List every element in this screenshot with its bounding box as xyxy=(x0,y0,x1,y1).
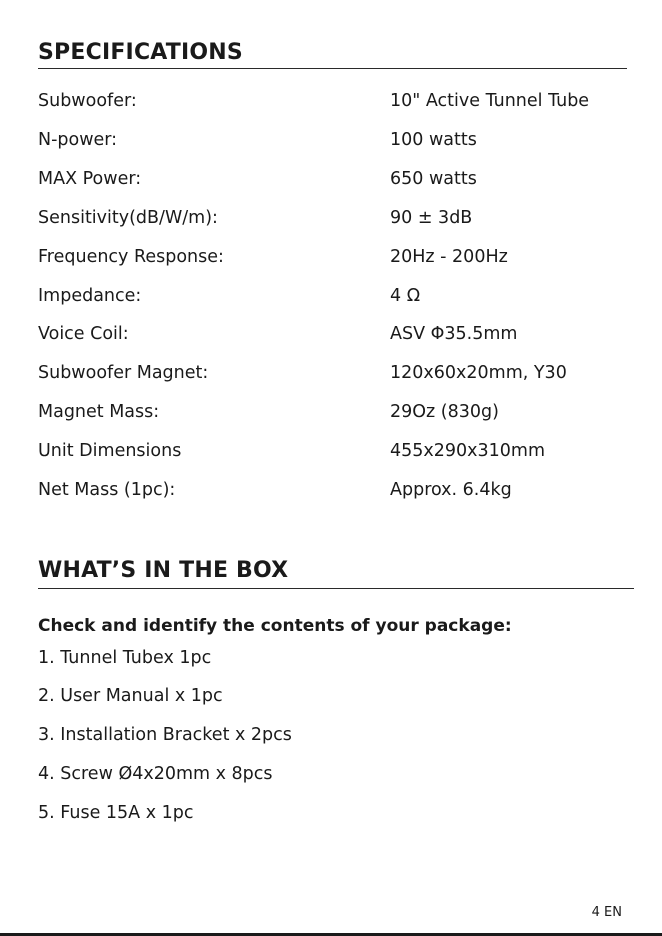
spec-row-max-power xyxy=(38,167,638,191)
spec-row-sensitivity xyxy=(38,206,638,230)
list-item: 4. Screw Ø4x20mm x 8pcs xyxy=(38,764,273,784)
list-item: 2. User Manual x 1pc xyxy=(38,686,223,706)
specifications-heading: SPECIFICATIONS xyxy=(38,40,243,65)
spec-value: 100 watts xyxy=(390,130,477,150)
whats-in-the-box-divider xyxy=(38,588,634,589)
spec-row-voice-coil xyxy=(38,322,638,346)
spec-value: 650 watts xyxy=(390,169,477,189)
spec-row-subwoofer-magnet xyxy=(38,361,638,385)
spec-row-subwoofer xyxy=(38,89,638,113)
spec-value: 10" Active Tunnel Tube xyxy=(390,91,590,111)
spec-value: 20Hz - 200Hz xyxy=(390,247,508,267)
spec-row-n-power xyxy=(38,128,638,152)
list-item: 1. Tunnel Tubex 1pc xyxy=(38,648,212,668)
page-number: 4 EN xyxy=(591,905,622,920)
spec-label: Unit Dimensions xyxy=(38,441,182,461)
spec-row-magnet-mass xyxy=(38,400,638,424)
spec-label: Sensitivity(dB/W/m): xyxy=(38,208,218,228)
spec-label: Impedance: xyxy=(38,286,142,306)
box-contents-intro: Check and identify the contents of your package: xyxy=(38,616,512,636)
list-item: 5. Fuse 15A x 1pc xyxy=(38,803,194,823)
spec-row-unit-dimensions xyxy=(38,439,638,463)
spec-label: Subwoofer: xyxy=(38,91,137,111)
spec-value: 29Oz (830g) xyxy=(390,402,499,422)
spec-label: MAX Power: xyxy=(38,169,142,189)
spec-label: Net Mass (1pc): xyxy=(38,480,176,500)
spec-label: Frequency Response: xyxy=(38,247,224,267)
spec-row-net-mass xyxy=(38,478,638,502)
spec-label: N-power: xyxy=(38,130,118,150)
list-item: 3. Installation Bracket x 2pcs xyxy=(38,725,292,745)
spec-label: Magnet Mass: xyxy=(38,402,160,422)
spec-value: 120x60x20mm, Y30 xyxy=(390,363,567,383)
whats-in-the-box-heading: WHAT’S IN THE BOX xyxy=(38,558,289,583)
spec-value: 455x290x310mm xyxy=(390,441,546,461)
spec-value: ASV Φ35.5mm xyxy=(390,324,518,344)
spec-row-impedance xyxy=(38,284,638,308)
spec-value: Approx. 6.4kg xyxy=(390,480,512,500)
spec-label: Voice Coil: xyxy=(38,324,129,344)
spec-row-frequency-response xyxy=(38,245,638,269)
spec-label: Subwoofer Magnet: xyxy=(38,363,209,383)
spec-value: 90 ± 3dB xyxy=(390,208,473,228)
spec-value: 4 Ω xyxy=(390,286,421,306)
specifications-divider xyxy=(38,68,627,69)
